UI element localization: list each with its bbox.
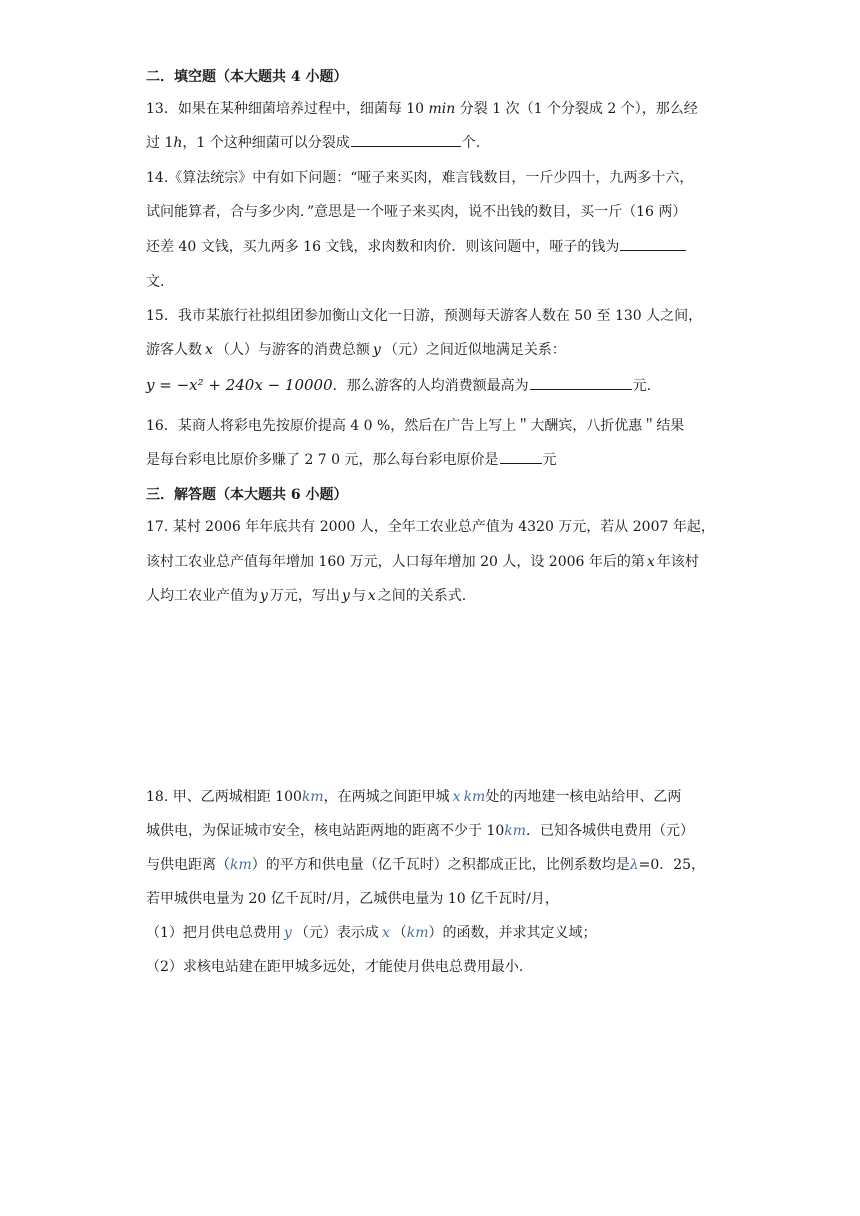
question-18-line-1 [146,786,681,806]
question-15-line-1: 15．我市某旅行社拟组团参加衡山文化一日游，预测每天游客人数在 50 至 130 人之间， [146,308,703,324]
question-14-line-4: 文. [146,274,165,290]
q13-text: 分裂 1 次（1 个分裂成 2 个），那么经 [455,101,698,117]
q13-text: 13．如果在某种细菌培养过程中，细菌每 10 [146,101,429,117]
var-x: x [646,554,655,570]
question-18-part-2: （2）求核电站建在距甲城多远处，才能使月供电总费用最小. [146,959,524,975]
answer-blank[interactable] [620,236,686,251]
unit-km: km [504,823,527,839]
unit-km: km [301,789,324,805]
var-y: y [283,925,292,941]
var-x: x [381,925,390,941]
q17-text: 人均工农业产值为 [146,588,258,604]
answer-blank[interactable] [500,449,542,464]
q15-text: ．那么游客的人均消费额最高为 [332,378,529,394]
q18-text: （ [392,925,407,941]
question-18-part-1 [146,922,597,942]
question-16-line-1: 16．某商人将彩电先按原价提高 4 0 %，然后在广告上写上＂大酬宾，八折优惠＂结果 [146,418,685,434]
q13-text: 个. [461,135,481,151]
question-13-line-1 [146,98,698,118]
section-title-solve: 三．解答题（本大题共 6 小题） [146,487,348,503]
unit-km: km [230,857,252,873]
q18-text: ）的平方和供电量（亿千瓦时）之积都成正比，比例系数均是 [251,857,630,873]
answer-blank[interactable] [351,132,461,147]
q15-text: （人）与游客的消费总额 [215,342,370,358]
section-title-fill-in: 二．填空题（本大题共 4 小题） [146,69,348,85]
question-18-line-3 [146,854,705,874]
q15-text: 元. [632,378,652,394]
q16-text: 元 [542,452,557,468]
lambda-symbol: λ [629,857,639,873]
q13-text: 过 1 [146,135,174,151]
question-14-line-1: 14.《算法统宗》中有如下问题：“哑子来买肉，难言钱数目，一斤少四十，九两多十六， [146,170,694,186]
question-17-line-1: 17. 某村 2006 年年底共有 2000 人，全年工农业总产值为 4320 万元，若从 2007 年起， [146,519,715,535]
q15-text: （元）之间近似地满足关系： [383,342,566,358]
q18-text: ．已知各城供电费用（元） [526,823,695,839]
q18-text: 城供电，为保证城市安全，核电站距两地的距离不少于 10 [146,823,505,839]
var-y: y [260,588,268,604]
q13-unit-min: min [428,101,456,117]
formula: y = −x² + 240x − 10000 [146,376,333,394]
q18-text: （1）把月供电总费用 [146,925,281,941]
var-x: x [367,588,376,604]
q13-unit-h: h [173,135,183,151]
question-16-line-2 [146,449,557,469]
q18-text: 处的丙地建一核电站给甲、乙两 [485,789,682,805]
var-y: y [341,588,350,604]
var-x: x [205,342,213,358]
q18-text: （元）表示成 [294,925,379,941]
q17-text: 与 [351,588,366,604]
q14-text: 还差 40 文钱，买九两多 16 文钱，求肉数和肉价．则该问题中，哑子的钱为 [146,239,620,255]
var-x: x [452,789,461,805]
q17-text: 之间的关系式. [377,588,467,604]
q17-text: 该村工农业总产值每年增加 160 万元，人口每年增加 20 人，设 2006 年后的第 [146,554,645,570]
answer-blank[interactable] [530,375,632,390]
var-y: y [372,342,381,358]
q17-text: 年该村 [656,554,699,570]
q15-text: 游客人数 [146,342,202,358]
q13-text: ，1 个这种细菌可以分裂成 [182,135,350,151]
question-14-line-2: 试问能算者，合与多少肉．”意思是一个哑子来买肉，说不出钱的数目，买一斤（16 两） [146,204,687,220]
q18-text: =0．25， [638,857,706,873]
unit-km: km [406,925,429,941]
question-18-line-2 [146,820,694,840]
question-17-line-3 [146,585,466,605]
question-15-line-2 [146,339,566,359]
question-18-line-4: 若甲城供电量为 20 亿千瓦时/月，乙城供电量为 10 亿千瓦时/月， [146,891,559,907]
q16-text: 是每台彩电比原价多赚了 2 7 0 元，那么每台彩电原价是 [146,452,499,468]
question-15-line-3 [146,375,651,395]
q18-text: ）的函数，并求其定义域； [428,925,597,941]
question-13-line-2 [146,132,480,152]
q17-text: 万元，写出 [269,588,340,604]
question-17-line-2 [146,551,699,571]
question-14-line-3 [146,236,687,256]
unit-km: km [463,789,486,805]
q18-text: 18. 甲、乙两城相距 100 [146,789,302,805]
q18-text: ，在两城之间距甲城 [323,789,450,805]
q18-text: 与供电距离（ [146,857,230,873]
